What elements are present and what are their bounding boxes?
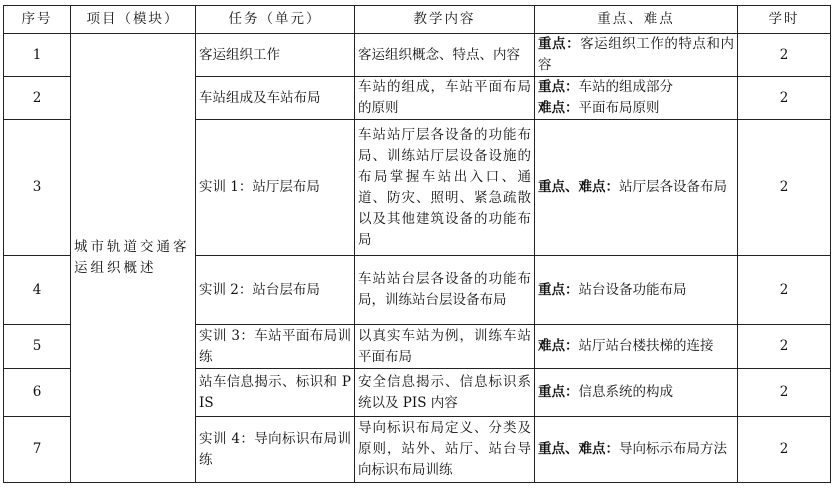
header-row bbox=[4, 6, 831, 34]
content-cell: 安全信息揭示、信息标识系统以及 PIS 内容 bbox=[355, 369, 535, 417]
key-points-cell: 重点、难点：导向标示布局方法 bbox=[535, 417, 738, 483]
content-cell: 车站站厅层各设备的功能布局、训练站厅层设备设施的布局掌握车站出入口、通道、防灾、照明、紧急疏散以及其他建筑设备的功能布局 bbox=[355, 120, 535, 256]
task-cell: 实训 2：站台层布局 bbox=[196, 256, 355, 325]
content-cell: 客运组织概念、特点、内容 bbox=[355, 34, 535, 77]
content-cell: 车站站台层各设备的功能布局，训练站台层设备布局 bbox=[355, 256, 535, 325]
key-text: 站厅站台楼扶梯的连接 bbox=[578, 338, 714, 354]
header-key-points: 重点、难点 bbox=[535, 6, 738, 34]
module-name-cell: 城市轨道交通客运组织概述 bbox=[71, 34, 196, 483]
hours-cell: 2 bbox=[738, 417, 831, 483]
key-label: 重点、难点 bbox=[538, 441, 606, 457]
row-index: 7 bbox=[4, 417, 71, 483]
key-points-cell: 重点：客运组织工作的特点和内容 bbox=[535, 34, 738, 77]
key-label: 重点 bbox=[538, 36, 567, 52]
content-cell: 以真实车站为例，训练车站平面布局 bbox=[355, 325, 535, 369]
key-text: 客运组织工作的特点和内容 bbox=[538, 36, 735, 73]
row-index: 5 bbox=[4, 325, 71, 369]
key-points-cell: 重点：站台设备功能布局 bbox=[535, 256, 738, 325]
hours-cell: 2 bbox=[738, 77, 831, 120]
key-text: 站厅层各设备布局 bbox=[619, 179, 727, 195]
task-cell: 实训 3：车站平面布局训练 bbox=[196, 325, 355, 369]
key-points-cell: 重点、难点：站厅层各设备布局 bbox=[535, 120, 738, 256]
key-label: 重点、难点 bbox=[538, 179, 606, 195]
key-label: 重点 bbox=[538, 281, 565, 298]
row-index: 4 bbox=[4, 256, 71, 325]
key-points-cell: 难点：站厅站台楼扶梯的连接 bbox=[535, 325, 738, 369]
table-row bbox=[4, 34, 831, 77]
key-label: 难点 bbox=[538, 338, 565, 354]
content-cell: 车站的组成，车站平面布局的原则 bbox=[355, 77, 535, 120]
key-text: 车站的组成部分 bbox=[578, 79, 673, 95]
task-cell: 实训 1：站厅层布局 bbox=[196, 120, 355, 256]
task-cell: 客运组织工作 bbox=[196, 34, 355, 77]
course-schedule-table bbox=[3, 5, 831, 483]
key-text: 站台设备功能布局 bbox=[578, 281, 687, 298]
hours-cell: 2 bbox=[738, 325, 831, 369]
hours-cell: 2 bbox=[738, 120, 831, 256]
header-content: 教学内容 bbox=[355, 6, 535, 34]
key-label: 重点 bbox=[538, 384, 565, 400]
key-points-cell: 重点：车站的组成部分 难点：平面布局原则 bbox=[535, 77, 738, 120]
key-text: 信息系统的构成 bbox=[578, 384, 673, 400]
header-hours: 学时 bbox=[738, 6, 831, 34]
row-index: 6 bbox=[4, 369, 71, 417]
header-task: 任务（单元） bbox=[196, 6, 355, 34]
key-text: 导向标示布局方法 bbox=[619, 441, 727, 457]
task-cell: 车站组成及车站布局 bbox=[196, 77, 355, 120]
key-label: 重点 bbox=[538, 79, 565, 95]
row-index: 3 bbox=[4, 120, 71, 256]
hours-cell: 2 bbox=[738, 256, 831, 325]
difficulty-label: 难点 bbox=[538, 100, 565, 116]
hours-cell: 2 bbox=[738, 369, 831, 417]
content-cell: 导向标识布局定义、分类及原则，站外、站厅、站台导向标识布局训练 bbox=[355, 417, 535, 483]
task-cell: 实训 4：导向标识布局训练 bbox=[196, 417, 355, 483]
header-index: 序号 bbox=[4, 6, 71, 34]
task-cell: 站车信息揭示、标识和 PIS bbox=[196, 369, 355, 417]
row-index: 2 bbox=[4, 77, 71, 120]
difficulty-text: 平面布局原则 bbox=[578, 100, 660, 116]
hours-cell: 2 bbox=[738, 34, 831, 77]
row-index: 1 bbox=[4, 34, 71, 77]
header-module: 项目（模块） bbox=[71, 6, 196, 34]
key-points-cell: 重点：信息系统的构成 bbox=[535, 369, 738, 417]
